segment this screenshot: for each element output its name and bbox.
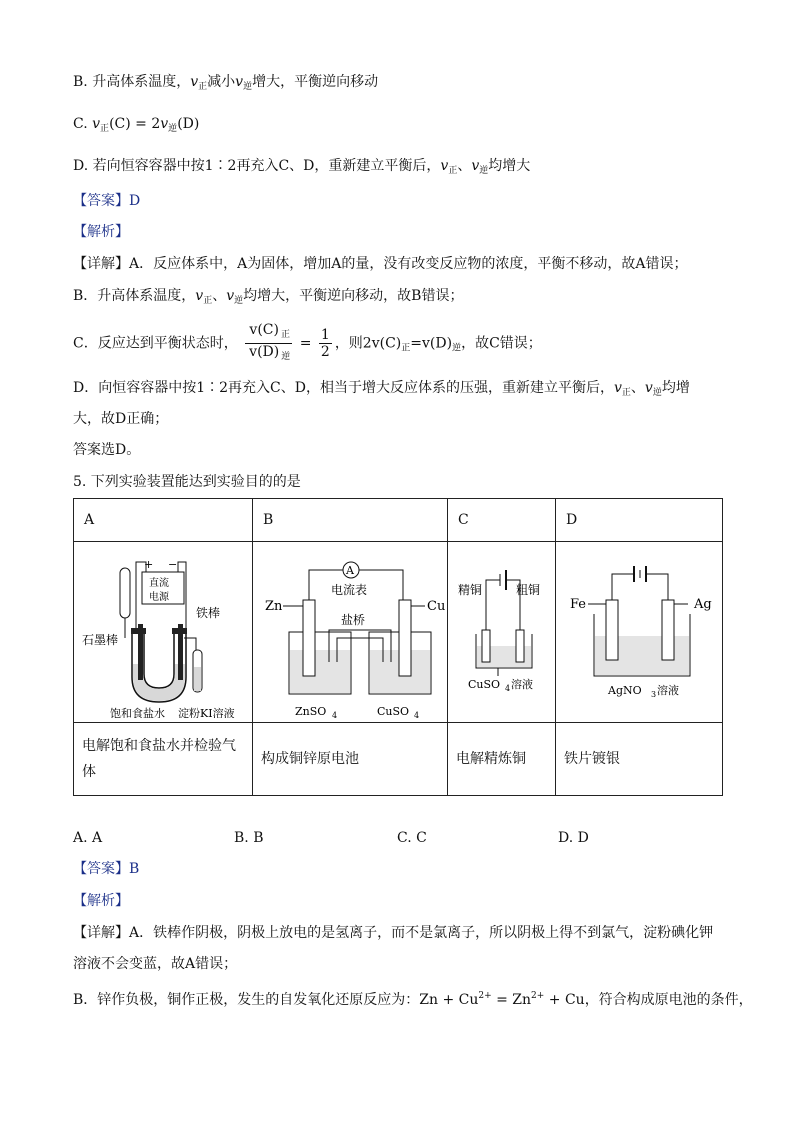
header-c: C [448,499,556,542]
answer-label: 【答案】D [73,193,141,209]
svg-text:A: A [346,564,354,577]
svg-text:饱和食盐水: 饱和食盐水 [110,707,165,718]
galvanic-cell-diagram [253,542,447,718]
svg-text:3: 3 [651,690,657,699]
option-c-line: C. $v_正(C) = 2v_逆(D)$ [73,116,200,134]
copper-refining-diagram [448,542,555,718]
silver-plating-diagram [556,542,722,718]
svg-text:盐桥: 盐桥 [341,613,366,627]
svg-text:ZnSO: ZnSO [295,705,327,718]
option-d-line: D. 若向恒容容器中按1∶2再充入C、D，重新建立平衡后，$v_正$、$v_逆$均增大 [73,158,531,176]
detail2-a-line: 【详解】A．铁棒作阴极，阴极上放电的是氢离子，而不是氯离子，所以阴极上得不到氯气，淀粉碘化钾 [73,925,714,941]
diagram-b-cell [253,542,448,723]
detail2-a-line-2: 溶液不会变蓝，故A错误； [73,956,238,972]
svg-text:直流: 直流 [149,578,169,589]
svg-text:4: 4 [332,711,338,718]
svg-text:CuSO: CuSO [468,678,501,691]
svg-text:铁棒: 铁棒 [196,606,221,620]
svg-text:4: 4 [414,711,420,718]
header-d: D [556,499,723,542]
detail-c-line: C．反应达到平衡状态时， $\frac{v(C) _正}{v(D) _逆}$ = $\frac{1}{2}$ ，则$2v(C)_正=v(D)_逆$，故C错误； [73,322,542,368]
header-b: B [253,499,448,542]
svg-text:Cu: Cu [427,599,446,614]
svg-text:电流表: 电流表 [331,583,368,597]
caption-c: 电解精炼铜 [448,723,556,796]
svg-text:溶液: 溶液 [657,684,679,697]
apparatus-table [73,498,723,796]
svg-text:粗铜: 粗铜 [516,583,541,597]
half-fraction: $\frac{1}{2}$ [320,327,330,360]
svg-text:Zn: Zn [265,599,283,614]
answer-choice: 答案选D。 [73,442,141,458]
diagram-c-cell [448,542,556,723]
svg-text:电源: 电源 [149,592,169,603]
caption-b: 构成铜锌原电池 [253,723,448,796]
detail-d-line-2: 大，故D正确； [73,411,169,427]
detail-a-line: 【详解】A．反应体系中，A为固体，增加A的量，没有改变反应物的浓度，平衡不移动，故A错误； [73,256,688,272]
option-b: B. B [234,830,264,846]
rate-fraction: $\frac{v(C) _正}{v(D) _逆}$ [245,322,292,365]
option-d: D. D [558,830,589,846]
svg-text:−: − [168,558,178,571]
analysis-label-2: 【解析】 [73,893,129,909]
option-b-line: B. 升高体系温度，$v_正$减小$v_逆$增大，平衡逆向移动 [73,74,379,92]
caption-a: 电解饱和食盐水并检验气体 [74,723,253,796]
detail-d-line: D．向恒容容器中按1∶2再充入C、D，相当于增大反应体系的压强，重新建立平衡后，$v_正$、$v_逆$均增 [73,380,690,398]
detail-b-line: B．升高体系温度，$v_正$、$v_逆$均增大，平衡逆向移动，故B错误； [73,288,464,306]
header-a: A [74,499,253,542]
analysis-label: 【解析】 [73,224,129,240]
svg-text:石墨棒: 石墨棒 [82,633,119,647]
svg-text:+: + [144,558,154,571]
electrolysis-brine-diagram [74,542,252,718]
detail2-b-line: B．锌作负极，铜作正极，发生的自发氧化还原反应为：$Zn + Cu^{2+} = Zn^{2+} + Cu$，符合构成原电池的条件， [73,991,753,1008]
diagram-a-cell [74,542,253,723]
question-5: 5. 下列实验装置能达到实验目的的是 [73,474,301,490]
svg-text:CuSO: CuSO [377,705,410,718]
option-c: C. C [397,830,427,846]
svg-text:淀粉KI溶液: 淀粉KI溶液 [178,707,235,718]
diagram-d-cell [556,542,723,723]
option-a: A. A [73,830,103,846]
svg-text:溶液: 溶液 [511,678,533,691]
svg-text:Ag: Ag [694,597,712,612]
caption-d: 铁片镀银 [556,723,723,796]
svg-text:AgNO: AgNO [608,684,642,697]
answer-label-2: 【答案】B [73,861,140,877]
svg-text:Fe: Fe [570,597,587,612]
svg-text:精铜: 精铜 [458,583,483,597]
svg-text:4: 4 [505,684,511,693]
